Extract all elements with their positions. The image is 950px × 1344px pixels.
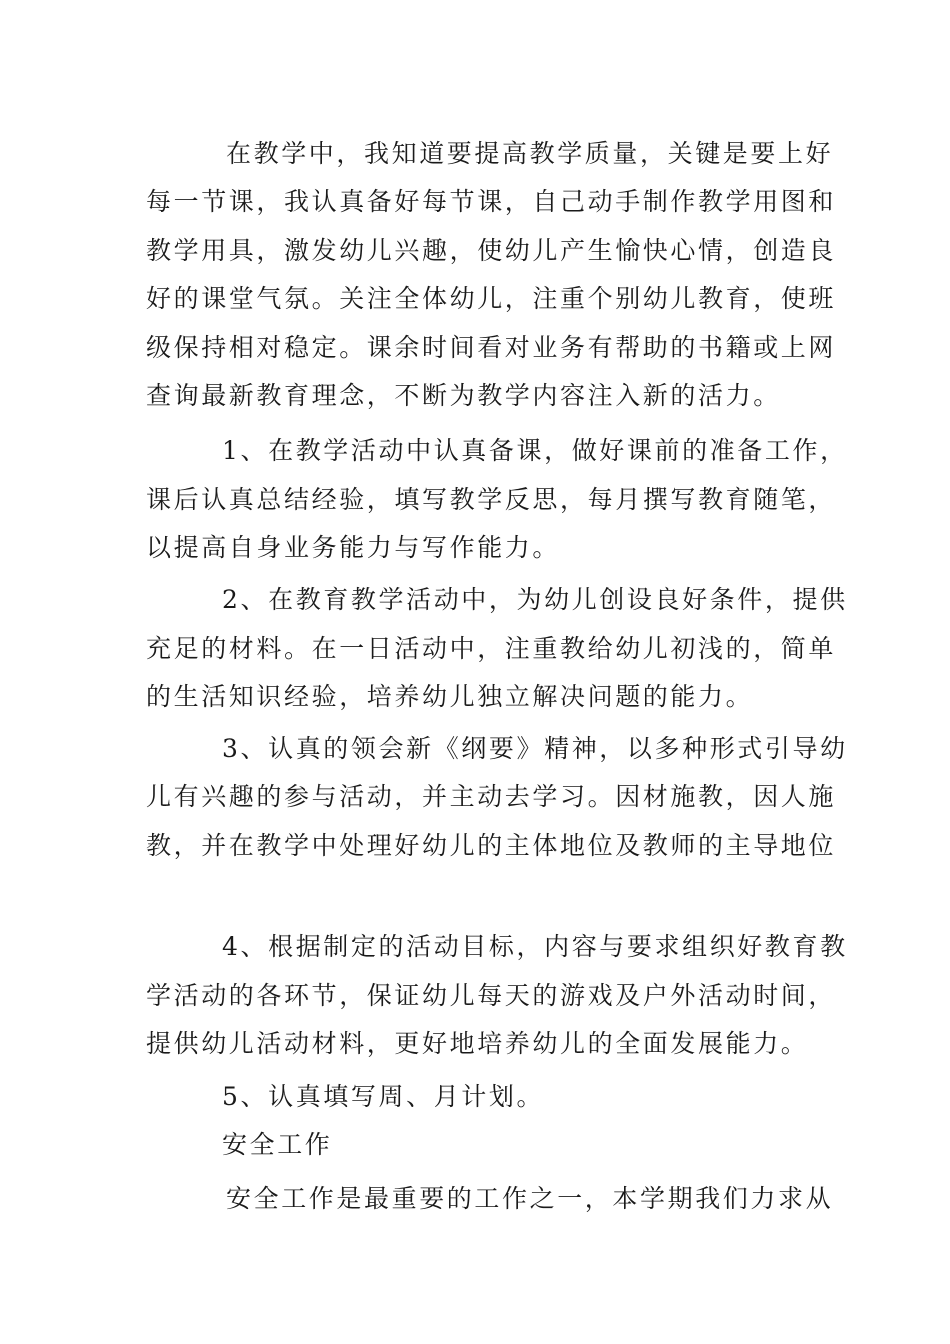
paragraph-line: 教学用具，激发幼儿兴趣，使幼儿产生愉快心情，创造良 xyxy=(146,236,837,265)
list-item-3-line: 教，并在教学中处理好幼儿的主体地位及教师的主导地位 xyxy=(146,831,837,860)
list-item-2-line: 的生活知识经验，培养幼儿独立解决问题的能力。 xyxy=(146,682,754,711)
paragraph-line: 在教学中，我知道要提高教学质量，关键是要上好 xyxy=(226,139,834,168)
list-item-4-line: 提供幼儿活动材料，更好地培养幼儿的全面发展能力。 xyxy=(146,1029,809,1058)
list-item-4-line: 学活动的各环节，保证幼儿每天的游戏及户外活动时间， xyxy=(146,981,837,1010)
paragraph-line: 级保持相对稳定。课余时间看对业务有帮助的书籍或上网 xyxy=(146,333,837,362)
paragraph-line: 好的课堂气氛。关注全体幼儿，注重个别幼儿教育，使班 xyxy=(146,284,837,313)
paragraph-line: 每一节课，我认真备好每节课，自己动手制作教学用图和 xyxy=(146,187,837,216)
list-item-4-line: 4、根据制定的活动目标，内容与要求组织好教育教 xyxy=(222,932,848,961)
list-item-1-line: 1、在教学活动中认真备课，做好课前的准备工作， xyxy=(222,436,848,465)
paragraph-line: 查询最新教育理念，不断为教学内容注入新的活力。 xyxy=(146,381,781,410)
list-item-3-line: 儿有兴趣的参与活动，并主动去学习。因材施教，因人施 xyxy=(146,782,837,811)
list-item-1-line: 以提高自身业务能力与写作能力。 xyxy=(146,533,561,562)
list-item-2-line: 2、在教育教学活动中，为幼儿创设良好条件，提供 xyxy=(222,585,848,614)
list-item-2-line: 充足的材料。在一日活动中，注重教给幼儿初浅的，简单 xyxy=(146,634,837,663)
list-item-3-line: 3、认真的领会新《纲要》精神，以多种形式引导幼 xyxy=(222,734,848,763)
list-item-5-line: 5、认真填写周、月计划。 xyxy=(222,1082,545,1111)
list-item-1-line: 课后认真总结经验，填写教学反思，每月撰写教育随笔， xyxy=(146,485,837,514)
paragraph-line: 安全工作是最重要的工作之一，本学期我们力求从 xyxy=(226,1184,834,1213)
section-heading: 安全工作 xyxy=(222,1130,333,1159)
